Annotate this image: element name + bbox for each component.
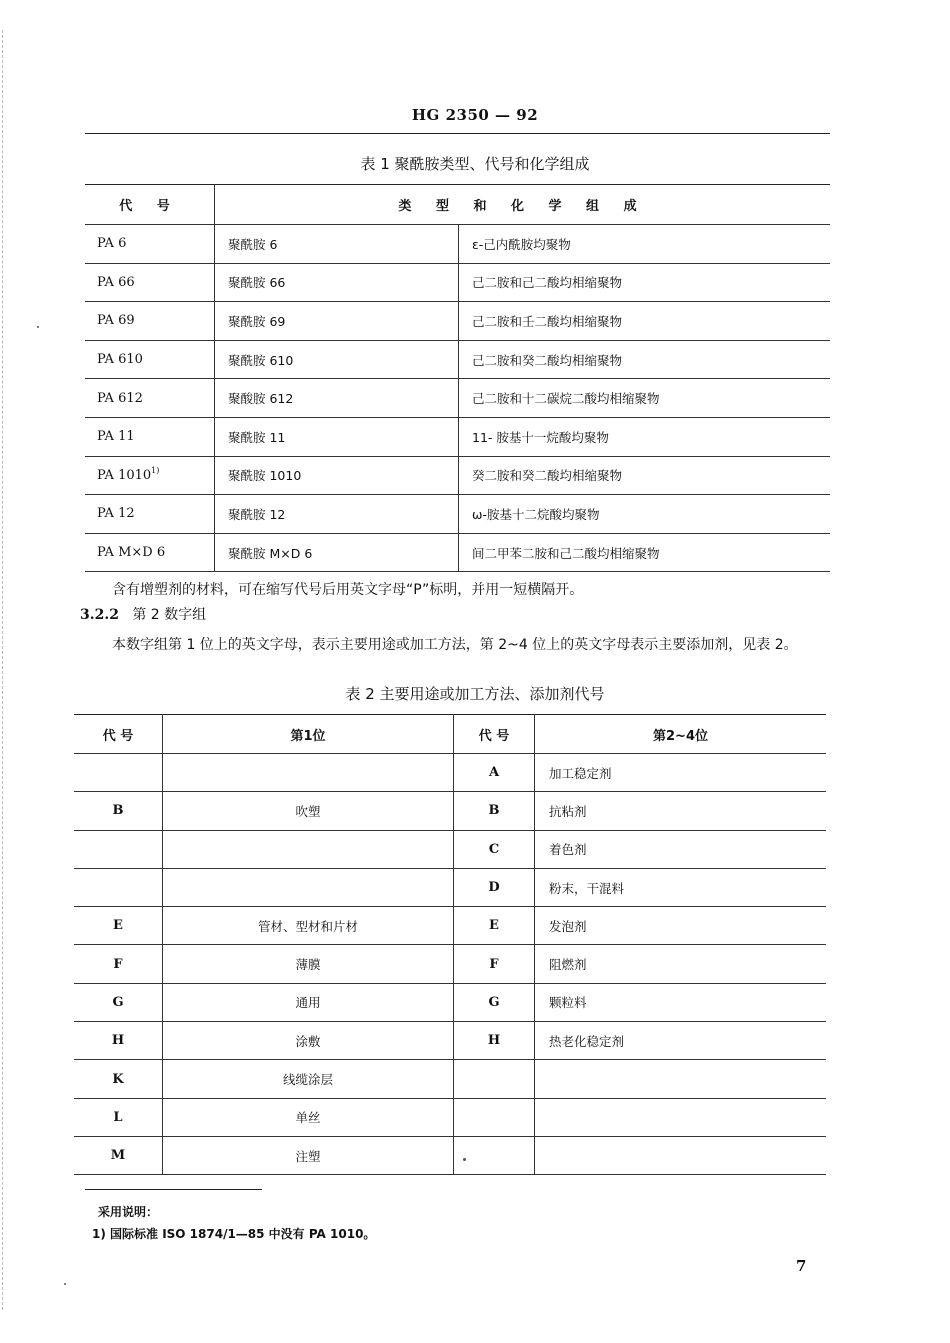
table2-header-code1: 代 号 (74, 715, 163, 754)
plasticizer-note: 含有增塑剂的材料，可在缩写代号后用英文字母“P”标明，并用一短横隔开。 (112, 582, 584, 598)
use-cell (163, 830, 454, 868)
use-code-cell: K (74, 1060, 163, 1098)
section-number: 3.2.2 (80, 607, 119, 623)
table1-header-code: 代 号 (85, 185, 215, 225)
additive-code-cell: C (454, 830, 535, 868)
table-row (74, 983, 826, 1021)
additive-cell: 发泡剂 (535, 907, 827, 945)
additive-cell (535, 1060, 827, 1098)
table2-use-and-additive-codes (74, 714, 826, 1175)
composition-cell: 己二胺和壬二酸均相缩聚物 (459, 302, 831, 341)
footnote-ref: 1) (151, 465, 160, 475)
use-code-cell (74, 754, 163, 792)
use-code-cell: B (74, 792, 163, 830)
additive-cell: 粉末，干混料 (535, 868, 827, 906)
additive-code-cell (454, 1136, 535, 1174)
code-cell: PA 12 (85, 495, 215, 534)
use-code-cell: E (74, 907, 163, 945)
table-row (74, 1136, 826, 1174)
name-cell: 聚酰胺 6 (215, 225, 459, 264)
use-cell: 通用 (163, 983, 454, 1021)
additive-cell: 加工稳定剂 (535, 754, 827, 792)
table-row (74, 907, 826, 945)
footnote-title: 采用说明： (98, 1205, 159, 1219)
code-cell: PA 69 (85, 302, 215, 341)
name-cell: 聚酰胺 11 (215, 417, 459, 456)
use-code-cell: L (74, 1098, 163, 1136)
name-cell: 聚酰胺 1010 (215, 456, 459, 495)
additive-code-cell: G (454, 983, 535, 1021)
composition-cell: 癸二胺和癸二酸均相缩聚物 (459, 456, 831, 495)
additive-cell: 阻燃剂 (535, 945, 827, 983)
additive-cell (535, 1098, 827, 1136)
table-row (74, 945, 826, 983)
table-row (74, 792, 826, 830)
additive-cell: 颗粒料 (535, 983, 827, 1021)
name-cell: 聚酰胺 69 (215, 302, 459, 341)
code-cell: PA 66 (85, 263, 215, 302)
use-code-cell (74, 868, 163, 906)
composition-cell: ω-胺基十二烷酸均聚物 (459, 495, 831, 534)
name-cell: 聚酰胺 12 (215, 495, 459, 534)
table-row (74, 868, 826, 906)
footnote-rule (85, 1189, 262, 1190)
code-cell: PA 610 (85, 340, 215, 379)
code-cell (85, 456, 215, 495)
additive-code-cell: D (454, 868, 535, 906)
use-cell: 吹塑 (163, 792, 454, 830)
table2-header-row (74, 715, 826, 754)
composition-cell: ε-己内酰胺均聚物 (459, 225, 831, 264)
code-cell: PA M×D 6 (85, 533, 215, 572)
table-row (85, 340, 830, 379)
table-row (85, 456, 830, 495)
scan-speck (37, 326, 39, 328)
additive-code-cell: F (454, 945, 535, 983)
table1-header-composition: 类 型 和 化 学 组 成 (215, 185, 831, 225)
table-row (85, 302, 830, 341)
additive-code-cell (454, 1098, 535, 1136)
table-row (85, 263, 830, 302)
table-row (74, 830, 826, 868)
name-cell: 聚酰胺 66 (215, 263, 459, 302)
use-cell (163, 754, 454, 792)
scan-edge-artifact (2, 30, 4, 1310)
composition-cell: 11- 胺基十一烷酸均聚物 (459, 417, 831, 456)
additive-cell: 抗粘剂 (535, 792, 827, 830)
standard-code-header: HG 2350 — 92 (411, 106, 539, 124)
use-cell (163, 868, 454, 906)
name-cell: 聚酰胺 M×D 6 (215, 533, 459, 572)
use-code-cell (74, 830, 163, 868)
code-cell: PA 6 (85, 225, 215, 264)
additive-cell: 热老化稳定剂 (535, 1022, 827, 1060)
table1-header-row (85, 185, 830, 225)
composition-cell: 己二胺和癸二酸均相缩聚物 (459, 340, 831, 379)
additive-code-cell: H (454, 1022, 535, 1060)
name-cell: 聚酰胺 610 (215, 340, 459, 379)
additive-code-cell: B (454, 792, 535, 830)
use-code-cell: M (74, 1136, 163, 1174)
composition-cell: 己二胺和十二碳烷二酸均相缩聚物 (459, 379, 831, 418)
composition-cell: 间二甲苯二胺和己二酸均相缩聚物 (459, 533, 831, 572)
use-cell: 注塑 (163, 1136, 454, 1174)
use-code-cell: G (74, 983, 163, 1021)
use-code-cell: H (74, 1022, 163, 1060)
additive-cell (535, 1136, 827, 1174)
table2-header-code2: 代 号 (454, 715, 535, 754)
composition-cell: 己二胺和己二酸均相缩聚物 (459, 263, 831, 302)
table1-caption: 表 1 聚酰胺类型、代号和化学组成 (360, 155, 590, 173)
section-title: 第 2 数字组 (132, 607, 207, 623)
code-cell: PA 11 (85, 417, 215, 456)
table2-header-first-position: 第1位 (163, 715, 454, 754)
table-row (74, 1022, 826, 1060)
use-cell: 单丝 (163, 1098, 454, 1136)
use-code-cell: F (74, 945, 163, 983)
page-number: 7 (796, 1257, 807, 1275)
use-cell: 涂敷 (163, 1022, 454, 1060)
table-row (85, 533, 830, 572)
footnote-item: 1) 国际标准 ISO 1874/1—85 中没有 PA 1010。 (92, 1227, 376, 1241)
table-row (74, 1060, 826, 1098)
code-cell: PA 612 (85, 379, 215, 418)
table2-header-positions-2-4: 第2~4位 (535, 715, 827, 754)
table-row (74, 754, 826, 792)
code-text: PA 1010 (97, 467, 152, 483)
use-cell: 线缆涂层 (163, 1060, 454, 1098)
additive-code-cell (454, 1060, 535, 1098)
table1-polyamide-types (85, 184, 830, 572)
table-row (85, 495, 830, 534)
section-heading (80, 603, 820, 627)
section-text: 本数字组第 1 位上的英文字母，表示主要用途或加工方法，第 2~4 位上的英文字母表示主要添加剂，见表 2。 (112, 637, 798, 653)
table-row (85, 225, 830, 264)
use-cell: 薄膜 (163, 945, 454, 983)
use-cell: 管材、型材和片材 (163, 907, 454, 945)
name-cell: 聚酸胺 612 (215, 379, 459, 418)
additive-code-cell: A (454, 754, 535, 792)
header-rule (85, 133, 830, 134)
table2-caption: 表 2 主要用途或加工方法、添加剂代号 (345, 685, 605, 703)
table-row (85, 417, 830, 456)
scan-speck (463, 1158, 466, 1161)
table-row (74, 1098, 826, 1136)
table-row (85, 379, 830, 418)
additive-cell: 着色剂 (535, 830, 827, 868)
additive-code-cell: E (454, 907, 535, 945)
scan-speck (64, 1283, 66, 1285)
